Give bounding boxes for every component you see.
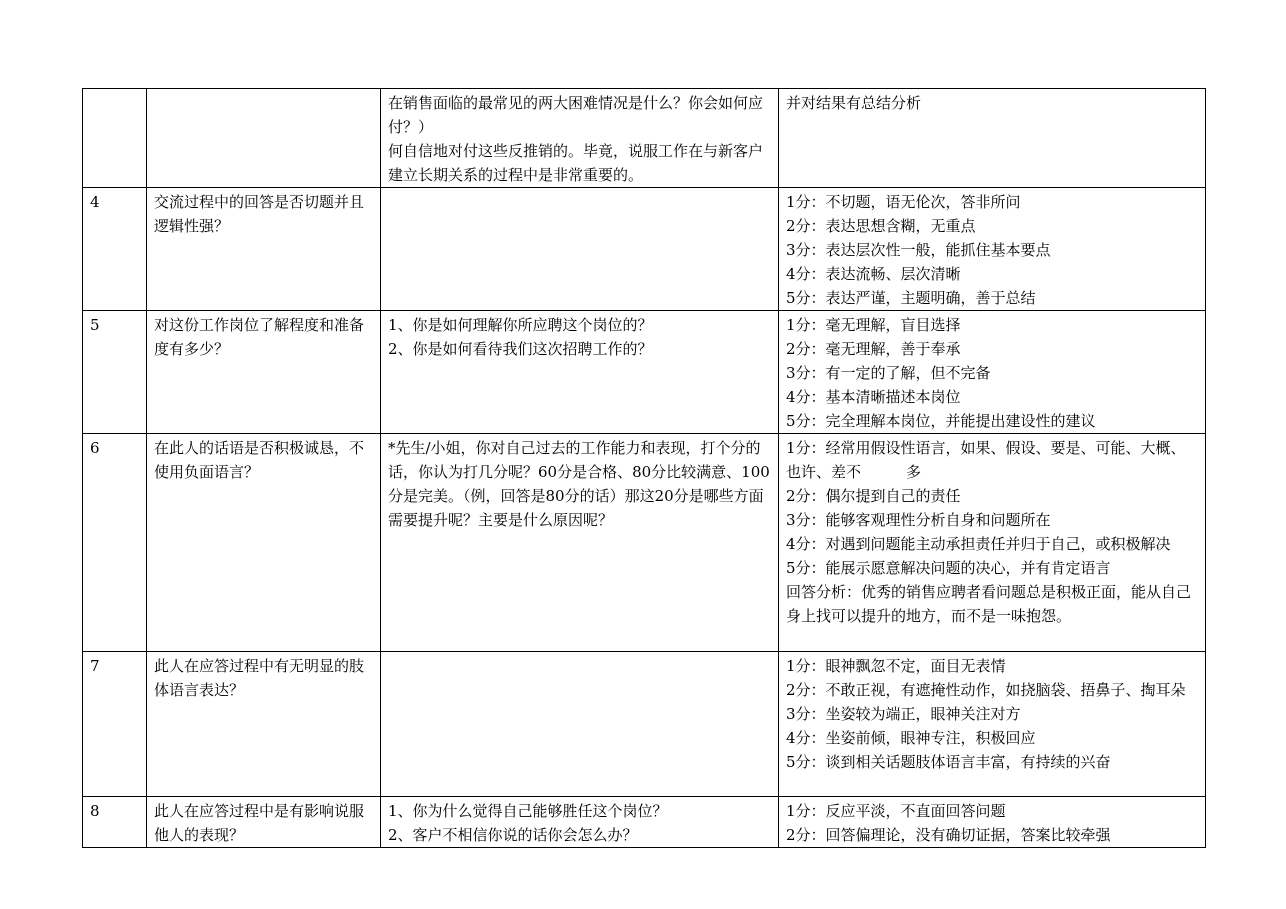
- item-number: [83, 89, 147, 188]
- scoring-cell: [779, 434, 1206, 652]
- table-row: [83, 89, 1206, 188]
- criterion-cell: [147, 89, 381, 188]
- table-row: [83, 188, 1206, 311]
- scoring-line: 4分：坐姿前倾，眼神专注，积极回应: [786, 729, 1036, 747]
- questions-cell: [381, 797, 779, 848]
- scoring-line: 5分：表达严谨，主题明确，善于总结: [786, 289, 1036, 307]
- scoring-cell: [779, 797, 1206, 848]
- criterion-cell: 在此人的话语是否积极诚恳，不使用负面语言？: [147, 434, 381, 652]
- scoring-line: 2分：表达思想含糊，无重点: [786, 217, 976, 235]
- scoring-line: 1分：经常用假设性语言，如果、假设、要是、可能、大概、也许、差不 多: [786, 439, 1186, 481]
- scoring-line: 3分：坐姿较为端正，眼神关注对方: [786, 705, 1021, 723]
- scoring-line: 2分：毫无理解，善于奉承: [786, 340, 961, 358]
- item-number: 7: [83, 652, 147, 797]
- criterion-cell: 对这份工作岗位了解程度和准备度有多少？: [147, 311, 381, 434]
- questions-cell: [381, 652, 779, 797]
- scoring-cell: [779, 89, 1206, 188]
- table-row: [83, 652, 1206, 797]
- scoring-line: 4分：基本清晰描述本岗位: [786, 388, 961, 406]
- scoring-line: 回答分析：优秀的销售应聘者看问题总是积极正面，能从自己身上找可以提升的地方，而不是一味抱怨。: [786, 583, 1192, 625]
- question-line: 在销售面临的最常见的两大困难情况是什么？你会如何应付？）: [388, 94, 764, 136]
- scoring-line: 3分：能够客观理性分析自身和问题所在: [786, 511, 1051, 529]
- scoring-line: 2分：回答偏理论，没有确切证据，答案比较牵强: [786, 826, 1111, 844]
- question-line: 1、你是如何理解你所应聘这个岗位的？: [388, 316, 653, 334]
- questions-cell: [381, 311, 779, 434]
- questions-cell: [381, 434, 779, 652]
- scoring-line: 3分：有一定的了解，但不完备: [786, 364, 991, 382]
- table-row: [83, 434, 1206, 652]
- item-number: 8: [83, 797, 147, 848]
- question-line: 1、你为什么觉得自己能够胜任这个岗位？: [388, 802, 668, 820]
- table-row: [83, 797, 1206, 848]
- criterion-cell: 此人在应答过程中是有影响说服他人的表现？: [147, 797, 381, 848]
- scoring-line: 1分：眼神飘忽不定，面目无表情: [786, 657, 1006, 675]
- scoring-cell: [779, 188, 1206, 311]
- scoring-line: 3分：表达层次性一般，能抓住基本要点: [786, 241, 1051, 259]
- criterion-cell: 此人在应答过程中有无明显的肢体语言表达？: [147, 652, 381, 797]
- scoring-line: 4分：对遇到问题能主动承担责任并归于自己，或积极解决: [786, 535, 1171, 553]
- question-line: 2、你是如何看待我们这次招聘工作的？: [388, 340, 653, 358]
- scoring-line: 4分：表达流畅、层次清晰: [786, 265, 961, 283]
- scoring-line: 1分：反应平淡，不直面回答问题: [786, 802, 1006, 820]
- item-number: 6: [83, 434, 147, 652]
- question-line: 何自信地对付这些反推销的。毕竟，说服工作在与新客户建立长期关系的过程中是非常重要的。: [388, 142, 764, 184]
- questions-cell: [381, 188, 779, 311]
- interview-scoring-table: [82, 88, 1206, 848]
- scoring-cell: [779, 311, 1206, 434]
- scoring-line: 5分：能展示愿意解决问题的决心，并有肯定语言: [786, 559, 1111, 577]
- scoring-line: 2分：偶尔提到自己的责任: [786, 487, 961, 505]
- criterion-cell: 交流过程中的回答是否切题并且逻辑性强？: [147, 188, 381, 311]
- scoring-line: 1分：不切题，语无伦次，答非所问: [786, 193, 1021, 211]
- scoring-line: 1分：毫无理解，盲目选择: [786, 316, 961, 334]
- scoring-cell: [779, 652, 1206, 797]
- questions-cell: [381, 89, 779, 188]
- item-number: 4: [83, 188, 147, 311]
- item-number: 5: [83, 311, 147, 434]
- scoring-line: 5分：完全理解本岗位，并能提出建设性的建议: [786, 412, 1096, 430]
- scoring-line: 5分：谈到相关话题肢体语言丰富，有持续的兴奋: [786, 753, 1111, 771]
- scoring-line: 并对结果有总结分析: [786, 94, 922, 112]
- table-row: [83, 311, 1206, 434]
- question-line: 2、客户不相信你说的话你会怎么办？: [388, 826, 638, 844]
- scoring-line: 2分：不敢正视，有遮掩性动作，如挠脑袋、捂鼻子、掏耳朵: [786, 681, 1186, 699]
- question-line: *先生/小姐，你对自己过去的工作能力和表现，打个分的话，你认为打几分呢？60分是合格、80分比较满意、100分是完美。（例，回答是80分的话）那这20分是哪些方面需要提升呢？主要是什么原因呢？: [388, 439, 770, 529]
